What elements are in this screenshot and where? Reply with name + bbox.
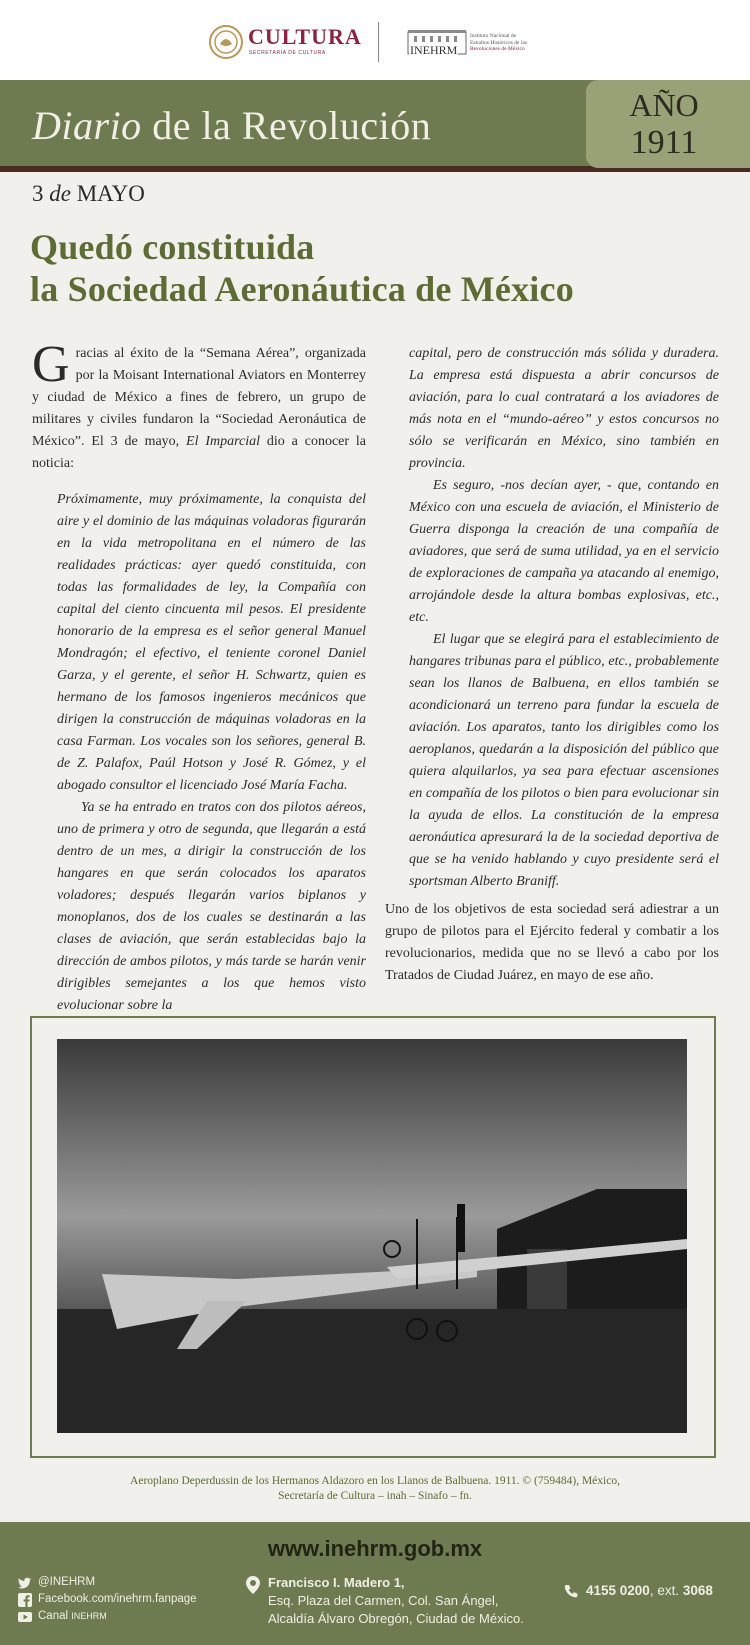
youtube-icon <box>18 1610 32 1624</box>
address-line: Francisco I. Madero 1, <box>268 1575 405 1590</box>
newspaper-name: El Imparcial <box>186 434 261 449</box>
logo-divider <box>378 22 379 62</box>
twitter-icon <box>18 1576 32 1590</box>
quote-paragraph: El lugar que se elegirá para el establecimiento de hangares tribunas para el público, etc., probablemente sean los llanos de Balbuena, en ellos también se acondicionará un terreno para fundar la escuela de aviación. Los aparatos, tanto los dirigibles como los aeroplanos, quedarán a la disposición del público que quiera alquilarlos, ya sea para efectuar ascensiones en compañía de los pilotos o bien para evolucionar sin la ayuda de ellos. La constitución de la empresa aeronáutica apresurará la de la sociedad deportiva de que se ha venido hablando y cuyo presidente será el sportsman Alberto Braniff. <box>409 632 719 889</box>
social-links <box>18 1574 197 1625</box>
series-title-rest: de la Revolución <box>141 103 432 148</box>
logo-bar <box>0 0 750 80</box>
airplane-photo-illustration <box>57 1039 687 1433</box>
left-column <box>32 336 366 1017</box>
twitter-link[interactable] <box>18 1574 197 1591</box>
phone-icon <box>564 1584 578 1600</box>
inehrm-desc-line: Estudios Históricos de las <box>470 39 527 46</box>
date-month: MAYO <box>76 181 145 206</box>
headline-line: Quedó constituida <box>30 227 315 267</box>
year-label: AÑO <box>629 87 699 123</box>
website-link[interactable]: www.inehrm.gob.mx <box>267 1536 483 1561</box>
address-line: Esq. Plaza del Carmen, Col. San Ángel, <box>268 1593 499 1608</box>
address-line: Alcaldía Álvaro Obregón, Ciudad de México. <box>268 1611 524 1626</box>
caption-line: Aeroplano Deperdussin de los Hermanos Aldazoro en los Llanos de Balbuena. 1911. © (759484), México, <box>130 1475 620 1487</box>
photo-caption <box>80 1474 670 1504</box>
caption-line: Secretaría de Cultura – inah – Sinafo – fn. <box>278 1490 472 1502</box>
youtube-channel-name: INEHRM <box>71 1611 107 1621</box>
youtube-label <box>38 1608 107 1625</box>
phone-extension: 3068 <box>682 1583 713 1598</box>
twitter-handle: @INEHRM <box>38 1576 96 1588</box>
inehrm-desc-line: Revoluciones de México <box>470 46 525 52</box>
quote-paragraph: Próximamente, muy próximamente, la conquista del aire y el dominio de las máquinas voladoras figurarán en la vida metropolitana en el número de las realidades prácticas: ayer quedó constituida, con todas las formalidades de ley, la Compañía con capital del ciento cincuenta mil pesos. El presidente honorario de la empresa es el señor general Manuel Mondragón; el efectivo, el teniente coronel Daniel Garza, y el gerente, el señor H. Schwartz, quien es hermano de los famosos ingenieros mecánicos que dirigen la construcción de máquinas voladoras en la casa Farman. Los vocales son los señores, general B. de Z. Palafox, Paúl Hotson y José R. Gómez, y el abogado consultor el licenciado José María Facha. <box>57 492 366 793</box>
youtube-label-text: Canal <box>38 1610 69 1622</box>
quote-paragraph: Ya se ha entrado en tratos con dos pilotos aéreos, uno de primera y otro de segunda, que llegarán a está dentro de un mes, a dirigir la construcción de los hangares en que serán colocados los aparatos voladores; después llegarán varios biplanos y monoplanos, dos de los cuales se destinarán a las clases de aviación, que serán establecidas bajo la dirección de ambos pilotos, y más tarde se harán venir dirigibles semejantes a los que hemos visto evolucionar sobre la <box>57 800 366 1013</box>
address <box>268 1574 524 1628</box>
quoted-article-right <box>409 343 719 893</box>
quote-paragraph: capital, pero de construcción más sólida y duradera. La empresa está dispuesta a abrir concursos de aviación, para lo cual contratará a los aviadores de más nota en el “mundo-aéreo” y estos concursos no sólo se verificarán en México, sino también en provincia. <box>409 346 719 471</box>
right-column <box>385 343 719 987</box>
phone-ext-label: , ext. <box>649 1583 683 1598</box>
facebook-link[interactable] <box>18 1591 197 1608</box>
facebook-icon <box>18 1593 32 1607</box>
youtube-link[interactable] <box>18 1608 197 1625</box>
article-date <box>32 181 145 207</box>
closing-paragraph: Uno de los objetivos de esta sociedad será adiestrar a un grupo de pilotos para el Ejército federal y combatir a los revolucionarios, medida que no se llevó a cabo por los Tratados de Ciudad Juárez, en mayo de ese año. <box>385 902 719 983</box>
intro-text: racias al éxito de la “Semana Aérea”, organizada por la Moisant International Aviators en Monterrey y ciudad de México a fines de febrero, un grupo de militares y civiles fundaron la “Sociedad Aeronáutica de México”. El 3 de mayo, <box>32 346 366 449</box>
cultura-logo-text: CULTURA <box>248 24 362 49</box>
year-value: 1911 <box>630 124 698 161</box>
headline-line: la Sociedad Aeronáutica de México <box>30 269 574 309</box>
phone-main: 4155 0200 <box>586 1583 650 1598</box>
series-title <box>32 102 431 149</box>
drop-cap: G <box>32 336 70 393</box>
inehrm-description <box>470 33 527 53</box>
inehrm-desc-line: Instituto Nacional de <box>470 33 517 39</box>
date-de: de <box>49 181 71 206</box>
quote-paragraph: Es seguro, -nos decían ayer, - que, contando en México con una escuela de aviación, el Ministerio de Guerra disponga la creación de una compañía de aviadores, que será de suma utilidad, ya en el servicio de exploraciones de campaña ya atacando al enemigo, arrojándole desde la altura bombas explosivas, etc., etc. <box>409 478 719 625</box>
cultura-subtitle: SECRETARÍA DE CULTURA <box>249 50 326 56</box>
quoted-article-left <box>57 489 366 1017</box>
inehrm-logo-text: INEHRM <box>410 43 458 57</box>
series-title-italic: Diario <box>32 103 142 148</box>
article-headline <box>30 226 574 310</box>
phone-number[interactable] <box>586 1583 713 1598</box>
mexico-seal-icon <box>208 24 248 60</box>
facebook-handle: Facebook.com/inehrm.fanpage <box>38 1593 197 1605</box>
airplane-photo <box>57 1039 687 1433</box>
intro-text-end: dio a conocer la noticia: <box>32 434 366 471</box>
intro-paragraph <box>32 336 366 475</box>
date-day: 3 <box>32 181 44 206</box>
location-pin-icon <box>246 1576 260 1594</box>
